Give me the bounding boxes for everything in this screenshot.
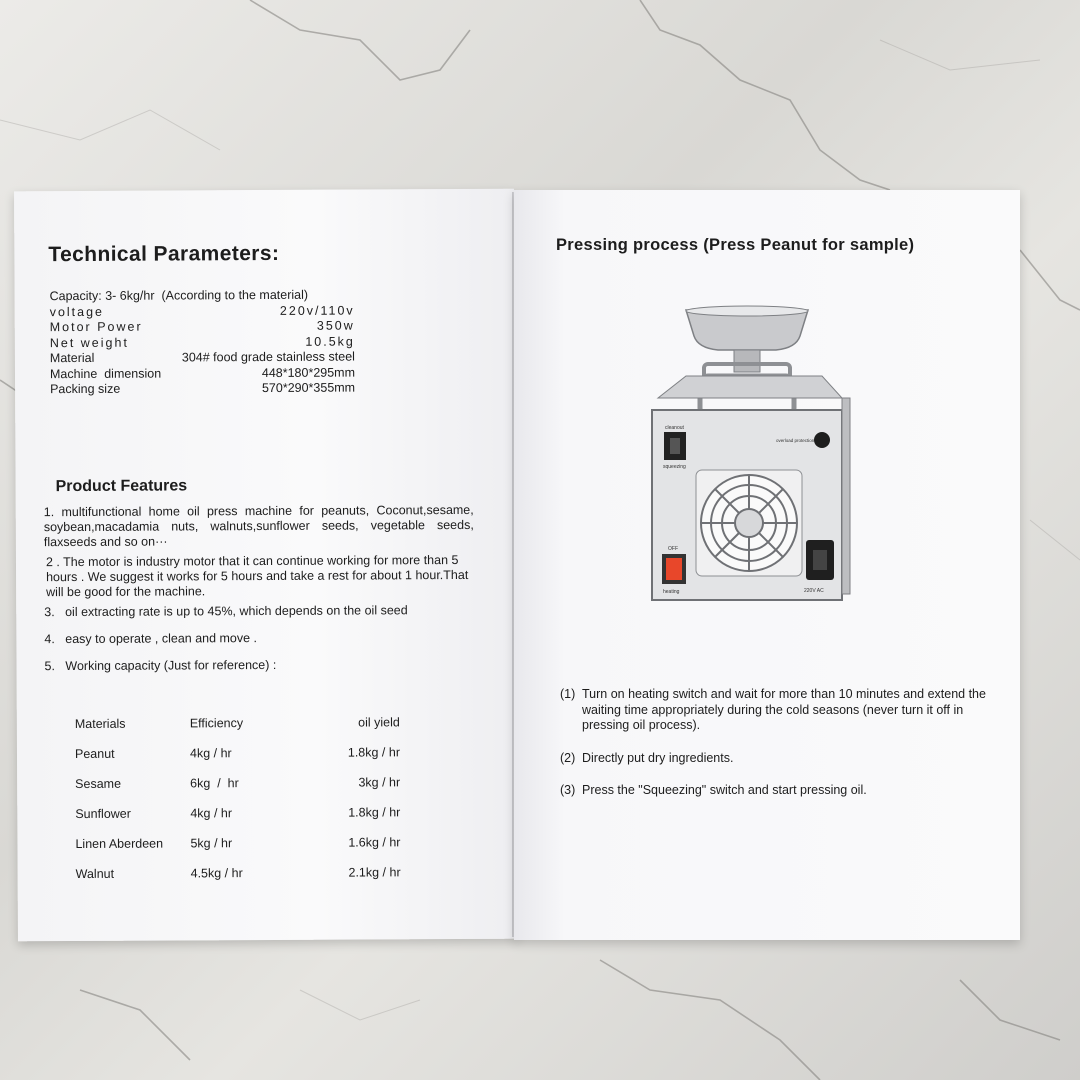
- spec-row: Motor Power 350w: [49, 318, 355, 335]
- features-list: [44, 503, 475, 686]
- label-power: 220V AC: [804, 588, 824, 594]
- table-header: Efficiency: [189, 716, 244, 731]
- label-squeezing: squeezing: [663, 464, 686, 470]
- table-cell: Sunflower: [75, 806, 131, 822]
- step-number: (1): [560, 687, 576, 701]
- capacity-line: Capacity: 3- 6kg/hr (According to the material): [49, 287, 309, 304]
- spec-list: [50, 288, 356, 398]
- feature-item: 4. easy to operate , clean and move .: [44, 631, 258, 647]
- feature-item: 5. Working capacity (Just for reference) :: [44, 657, 277, 674]
- table-row: [75, 737, 400, 769]
- table-cell: 4.5kg / hr: [190, 866, 243, 881]
- table-cell: Peanut: [74, 746, 115, 762]
- table-header: Materials: [74, 716, 126, 732]
- table-cell: Linen Aberdeen: [75, 836, 164, 852]
- feature-item: 3. oil extracting rate is up to 45%, which depends on the oil seed: [44, 603, 408, 620]
- step-number: (2): [560, 750, 576, 765]
- table-row: [75, 797, 400, 829]
- table-cell: 1.8kg / hr: [348, 805, 401, 820]
- technical-parameters-title: Technical Parameters:: [48, 241, 280, 267]
- step-text: Press the "Squeezing" switch and start pressing oil.: [582, 783, 867, 797]
- step-number: (3): [560, 783, 576, 797]
- spec-row: Material 304# food grade stainless steel: [49, 349, 355, 366]
- right-page: [514, 190, 1020, 940]
- spec-row: Machine dimension 448*180*295mm: [49, 365, 356, 381]
- table-row: [75, 767, 400, 799]
- step-text: Directly put dry ingredients.: [582, 750, 734, 765]
- table-cell: 4kg / hr: [190, 806, 233, 821]
- table-row: [76, 857, 401, 889]
- spec-row: Packing size 570*290*355mm: [50, 380, 356, 397]
- table-cell: 5kg / hr: [190, 836, 233, 851]
- table-cell: 1.8kg / hr: [347, 745, 401, 760]
- table-header-row: [75, 707, 400, 739]
- table-cell: 4kg / hr: [189, 746, 232, 761]
- table-cell: 1.6kg / hr: [348, 835, 401, 850]
- pressing-process-title: Pressing process (Press Peanut for sample): [556, 236, 915, 254]
- label-heating: heating: [663, 589, 680, 595]
- label-overload: overload protection: [776, 438, 815, 443]
- oil-press-machine-illustration: [646, 302, 856, 612]
- table-cell: 2.1kg / hr: [348, 865, 401, 880]
- product-features-title: Product Features: [55, 477, 188, 496]
- left-page: [14, 189, 518, 942]
- spec-row: voltage 220v/110v: [49, 303, 355, 319]
- capacity-table: [75, 707, 401, 889]
- table-header: oil yield: [358, 715, 400, 730]
- table-cell: Walnut: [75, 866, 115, 882]
- feature-item: 2 . The motor is industry motor that it can continue working for more than 5 hours . We suggest it works for 5 hours and take a rest for about 1 hour.That will be good for the machine.: [45, 552, 469, 600]
- step-text: Turn on heating switch and wait for more than 10 minutes and extend the waiting time appropriately during the cold seasons (never turn it off in pressing oil process).: [582, 687, 986, 732]
- table-cell: 6kg / hr: [190, 776, 239, 791]
- process-step: [560, 751, 1000, 767]
- table-row: [75, 827, 400, 859]
- process-step: [560, 783, 1000, 799]
- process-steps: [560, 687, 1000, 816]
- table-cell: Sesame: [75, 776, 122, 792]
- process-step: [560, 687, 1000, 734]
- feature-item: 1. multifunctional home oil press machine for peanuts, Coconut,sesame, soybean,macadamia nuts, walnuts,sunflower seeds, vegetable seeds, flaxseeds and so on···: [43, 502, 474, 550]
- label-cleanout: cleanout: [665, 425, 684, 431]
- spec-row: Net weight 10.5kg: [49, 334, 355, 350]
- table-cell: 3kg / hr: [358, 775, 401, 790]
- label-off: OFF: [668, 546, 678, 552]
